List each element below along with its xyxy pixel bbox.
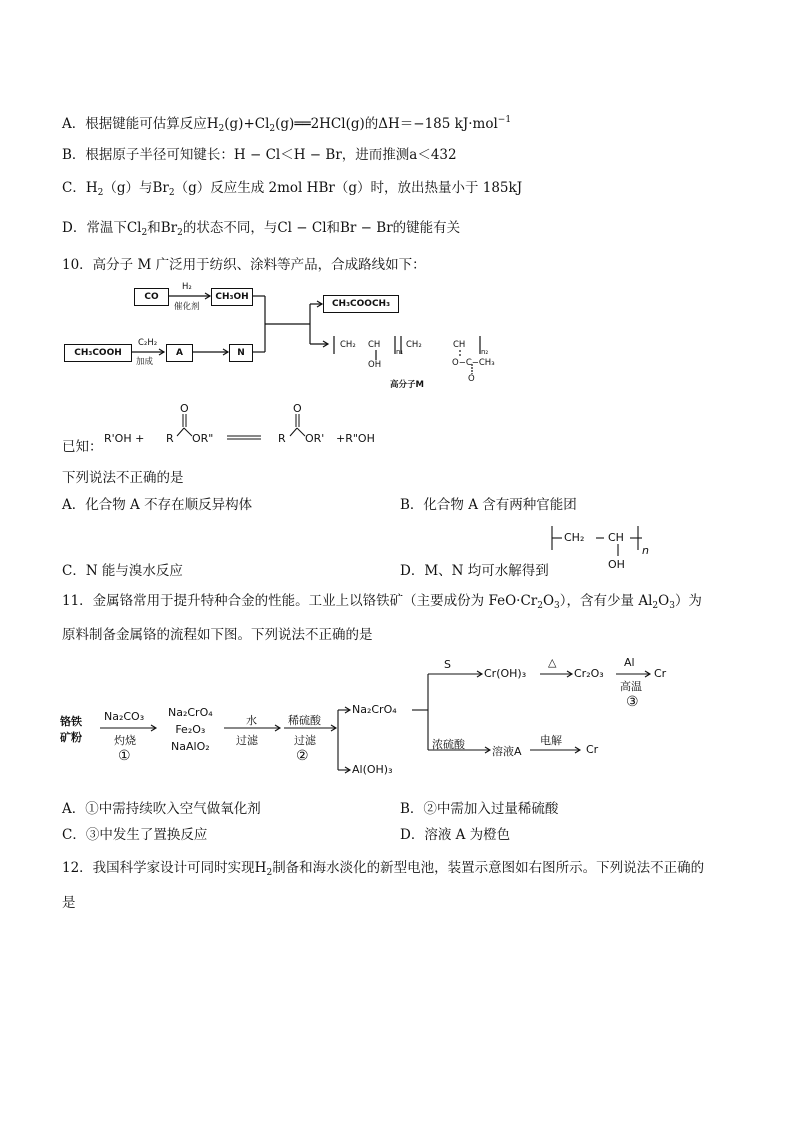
q10-d-ch2: CH₂ [564, 531, 585, 544]
q11-na2co3: Na₂CO₃ [104, 710, 145, 723]
q11-high-temp: 高温 [620, 680, 642, 693]
q10-label-catalyst: 催化剂 [174, 302, 200, 312]
q9-option-d: D．常温下$Cl_2$和$Br_2$的状态不同，与Cl − Cl和Br − Br的键能有关 [62, 220, 461, 238]
q10-polymer-n2: n₂ [481, 348, 489, 356]
q10-polymer-carbonyl-o: O [468, 374, 475, 384]
q11-al: Al [624, 656, 635, 669]
q10-known-o1: O [180, 402, 189, 415]
q11-ore [60, 714, 82, 746]
q11-croh3: Cr(OH)₃ [484, 667, 527, 680]
q10-arrows [60, 282, 520, 392]
q10-box-a: A [166, 344, 193, 362]
q11-option-c: C．③中发生了置换反应 [62, 827, 208, 843]
q11-product-fe2o3: Fe₂O₃ [175, 723, 206, 736]
q11-aloh3: Al(OH)₃ [352, 763, 393, 776]
q12-stem-line2: 是 [62, 895, 76, 911]
q10-box-ch3oh: CH₃OH [211, 288, 253, 306]
q10-d-oh: OH [608, 558, 625, 571]
q10-box-ester: CH₃COOCH₃ [323, 295, 399, 313]
q11-cr-product: Cr [654, 667, 667, 680]
q10-polymer-n1: n₁ [396, 348, 404, 356]
q10-option-b: B．化合物 A 含有两种官能团 [400, 497, 577, 513]
q10-d-ch: CH [608, 531, 624, 544]
q11-step1: ① [118, 748, 131, 764]
q10-known-reaction [104, 402, 404, 452]
q10-known-r4: R [278, 432, 286, 445]
q11-step2: ② [296, 748, 309, 764]
q10-option-d: D．M、N 均可水解得到 [400, 563, 549, 579]
q11-conc-acid: 浓硫酸 [432, 738, 465, 751]
q10-label-addition: 加成 [136, 357, 154, 367]
q12-stem-line1: 12．我国科学家设计可同时实现$H_2$制备和海水淡化的新型电池，装置示意图如右图所示。下列说法不正确的 [62, 860, 705, 878]
q10-option-d-polymer [550, 520, 650, 576]
q10-box-co: CO [134, 288, 169, 306]
q10-stem: 10．高分子 M 广泛用于纺织、涂料等产品，合成路线如下： [62, 257, 426, 273]
q10-polymer-ch-b: CH [453, 340, 466, 350]
q11-solution-a: 溶液A [492, 745, 522, 758]
q11-flowchart [60, 652, 700, 787]
q11-option-d: D．溶液 A 为橙色 [400, 827, 511, 843]
q11-water: 水 [246, 714, 257, 727]
q10-known-r3: OR" [192, 432, 214, 445]
q10-question: 下列说法不正确的是 [62, 470, 184, 486]
q10-option-d-brackets [550, 520, 650, 576]
q11-product-naalo2: NaAlO₂ [171, 740, 210, 753]
q10-known-label: 已知： [62, 439, 103, 455]
q11-filter1: 过滤 [236, 734, 258, 747]
q11-dilute-acid: 稀硫酸 [288, 714, 321, 727]
q11-na2cro4: Na₂CrO₄ [352, 703, 397, 716]
q11-stem-line2: 原料制备金属铬的流程如下图。下列说法不正确的是 [62, 627, 373, 643]
q10-known-r6: +R"OH [336, 432, 375, 445]
q11-option-b: B．②中需加入过量稀硫酸 [400, 801, 559, 817]
q11-sulfur: S [444, 658, 451, 671]
q11-filter2: 过滤 [294, 734, 316, 747]
q10-label-h2: H₂ [182, 282, 192, 292]
q10-polymer-name: 高分子M [390, 380, 424, 390]
q11-roast: 灼烧 [114, 734, 136, 747]
q10-known-r1: R'OH + [104, 432, 145, 445]
q11-option-a: A．①中需持续吹入空气做氧化剂 [62, 801, 261, 817]
q10-known-r2: R [166, 432, 174, 445]
q10-polymer-oh: OH [368, 360, 382, 370]
q10-box-n: N [229, 344, 253, 362]
q10-polymer-ester-group: O−C−CH₃ [452, 358, 495, 368]
q11-products [168, 704, 213, 755]
q9-option-b: B．根据原子半径可知键长：H − Cl＜H − Br，进而推测a＜432 [62, 147, 457, 163]
q10-polymer-ch2: CH₂ [340, 340, 356, 350]
q10-d-n: n [642, 544, 649, 557]
q10-polymer-ch: CH [368, 340, 381, 350]
q9-option-c: C．$H_2(g)$与$Br_2(g)$反应生成 2mol HBr（g）时，放出热量小于 185kJ [62, 180, 523, 198]
q11-product-na2cro4: Na₂CrO₄ [168, 706, 213, 719]
q11-cr2o3: Cr₂O₃ [574, 667, 604, 680]
q11-ore-line1: 铬铁 [60, 715, 82, 728]
q10-synthesis-diagram [60, 282, 520, 392]
q11-step3: ③ [626, 694, 639, 710]
q10-box-ch3cooh: CH₃COOH [64, 344, 132, 362]
q10-polymer-ch2-b: CH₂ [406, 340, 422, 350]
q10-known-o2: O [293, 402, 302, 415]
q10-option-a: A．化合物 A 不存在顺反异构体 [62, 497, 253, 513]
q11-cr-product-2: Cr [586, 743, 599, 756]
q11-electrolysis: 电解 [540, 734, 562, 747]
q11-stem-line1: 11．金属铬常用于提升特种合金的性能。工业上以铬铁矿（主要成份为 $FeO\cdot Cr_2O_3$），含有少量 $Al_2O_3$）为 [62, 593, 702, 611]
q9-option-a: A．根据键能可估算反应$H_2(g)+Cl_2(g)══2HCl(g)$的ΔH＝−185 kJ·mol$^{-1}$ [62, 115, 512, 134]
q11-ore-line2: 矿粉 [60, 731, 82, 744]
q11-heat: △ [548, 656, 557, 669]
q10-option-c: C．N 能与溴水反应 [62, 563, 183, 579]
q10-label-c2h2: C₂H₂ [138, 338, 158, 348]
q10-known-r5: OR' [305, 432, 325, 445]
